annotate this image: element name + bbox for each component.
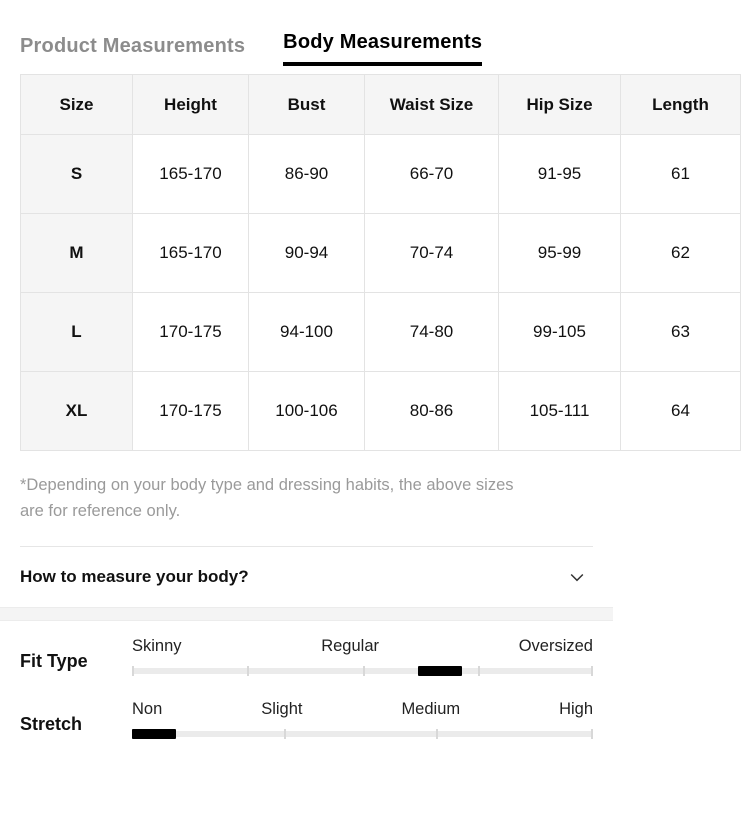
- column-header-size: Size: [21, 75, 133, 135]
- how-to-measure-label: How to measure your body?: [20, 567, 249, 587]
- fit-type-label: Fit Type: [20, 651, 88, 672]
- cell-height: 165-170: [133, 214, 249, 293]
- cell-size: M: [21, 214, 133, 293]
- table-header-row: [21, 75, 741, 135]
- stretch-section: [0, 678, 613, 741]
- cell-waist: 80-86: [365, 372, 499, 451]
- fit-type-option-oversized[interactable]: Oversized: [518, 637, 593, 656]
- column-header-height: Height: [133, 75, 249, 135]
- tab-product-measurements[interactable]: [20, 35, 245, 66]
- cell-size: L: [21, 293, 133, 372]
- column-header-hip-size: Hip Size: [499, 75, 621, 135]
- cell-length: 61: [621, 135, 741, 214]
- cell-hip: 95-99: [499, 214, 621, 293]
- stretch-tick: [591, 729, 593, 739]
- cell-waist: 70-74: [365, 214, 499, 293]
- section-separator-band: [0, 607, 613, 621]
- tab-body-measurements[interactable]: [283, 31, 482, 66]
- fit-type-tick: [478, 666, 480, 676]
- cell-length: 63: [621, 293, 741, 372]
- cell-length: 64: [621, 372, 741, 451]
- fit-type-option-regular[interactable]: Regular: [321, 637, 380, 656]
- fit-type-track[interactable]: [132, 668, 593, 674]
- column-header-length: Length: [621, 75, 741, 135]
- cell-bust: 94-100: [249, 293, 365, 372]
- size-table-container: [0, 66, 709, 451]
- table-row: [21, 372, 741, 451]
- stretch-option-high[interactable]: High: [559, 700, 593, 719]
- fit-type-option-skinny[interactable]: Skinny: [132, 637, 182, 656]
- stretch-track[interactable]: [132, 731, 593, 737]
- fit-type-slider[interactable]: [132, 637, 593, 678]
- stretch-tick: [284, 729, 286, 739]
- stretch-label: Stretch: [20, 714, 83, 735]
- tab-product-measurements-label: Product Measurements: [20, 35, 246, 57]
- table-row: [21, 293, 741, 372]
- cell-waist: 66-70: [365, 135, 499, 214]
- size-note: *Depending on your body type and dressing habits, the above sizes are for reference only.: [20, 476, 514, 520]
- stretch-slider[interactable]: [132, 700, 593, 741]
- fit-type-tick: [247, 666, 249, 676]
- cell-height: 165-170: [133, 135, 249, 214]
- cell-waist: 74-80: [365, 293, 499, 372]
- stretch-tick: [436, 729, 438, 739]
- fit-type-tick: [591, 666, 593, 676]
- measurement-tabs: [0, 0, 613, 66]
- cell-hip: 105-111: [499, 372, 621, 451]
- cell-bust: 90-94: [249, 214, 365, 293]
- table-row: [21, 135, 741, 214]
- stretch-option-non[interactable]: Non: [132, 700, 163, 719]
- cell-height: 170-175: [133, 293, 249, 372]
- stretch-options: [132, 700, 593, 719]
- column-header-waist-size: Waist Size: [365, 75, 499, 135]
- table-row: [21, 214, 741, 293]
- cell-size: XL: [21, 372, 133, 451]
- stretch-option-slight[interactable]: Slight: [261, 700, 303, 719]
- cell-bust: 86-90: [249, 135, 365, 214]
- cell-hip: 91-95: [499, 135, 621, 214]
- cell-height: 170-175: [133, 372, 249, 451]
- fit-type-thumb[interactable]: [418, 666, 462, 676]
- cell-size: S: [21, 135, 133, 214]
- stretch-thumb[interactable]: [132, 729, 176, 739]
- stretch-option-medium[interactable]: Medium: [401, 700, 461, 719]
- cell-bust: 100-106: [249, 372, 365, 451]
- fit-type-options: [132, 637, 593, 656]
- cell-length: 62: [621, 214, 741, 293]
- fit-type-tick: [363, 666, 365, 676]
- cell-hip: 99-105: [499, 293, 621, 372]
- fit-type-tick: [132, 666, 134, 676]
- fit-type-section: [0, 621, 613, 678]
- column-header-bust: Bust: [249, 75, 365, 135]
- how-to-measure-accordion[interactable]: [0, 547, 613, 607]
- size-table: [20, 74, 741, 451]
- tab-body-measurements-label: Body Measurements: [283, 31, 483, 53]
- chevron-down-icon[interactable]: [567, 567, 587, 587]
